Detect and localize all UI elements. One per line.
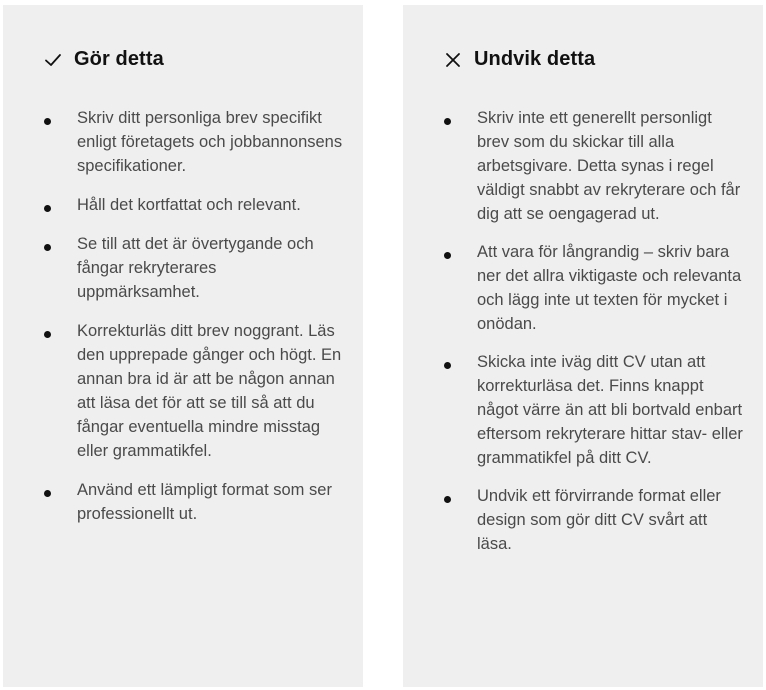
dont-list [443, 106, 743, 570]
do-panel-title: Gör detta [74, 48, 164, 70]
bullet-icon [444, 118, 451, 125]
bullet-icon [44, 205, 51, 212]
bullet-icon [44, 118, 51, 125]
list-item-text: Undvik ett förvirrande format eller design som gör ditt CV svårt att läsa. [477, 487, 721, 553]
do-panel [3, 5, 363, 687]
bullet-icon [444, 496, 451, 503]
check-icon [43, 50, 63, 70]
list-item [43, 478, 343, 526]
list-item [443, 240, 743, 336]
list-item-text: Se till att det är övertygande och fångar rekryterares uppmärksamhet. [77, 235, 314, 301]
list-item-text: Skriv inte ett generellt personligt brev som du skickar till alla arbetsgivare. Detta synas i regel väldigt snabbt av rekryterare och får dig att se oengagerad ut. [477, 109, 741, 223]
list-item-text: Skicka inte iväg ditt CV utan att korrekturläsa det. Finns knappt något värre än att bli bortvald enbart eftersom rekryterare hittar stav- eller grammatikfel på ditt CV. [477, 353, 743, 467]
list-item [43, 106, 343, 178]
bullet-icon [44, 490, 51, 497]
bullet-icon [44, 244, 51, 251]
list-item [43, 319, 343, 463]
list-item [43, 193, 343, 217]
dont-panel-title: Undvik detta [474, 48, 596, 70]
close-icon [443, 50, 463, 70]
do-list [43, 106, 343, 541]
dont-panel-header [443, 48, 595, 71]
list-item [443, 106, 743, 226]
list-item [443, 484, 743, 556]
bullet-icon [44, 331, 51, 338]
bullet-icon [444, 252, 451, 259]
list-item-text: Att vara för långrandig – skriv bara ner det allra viktigaste och relevanta och lägg inte ut texten för mycket i onödan. [477, 243, 742, 333]
list-item-text: Korrekturläs ditt brev noggrant. Läs den upprepade gånger och högt. En annan bra id är att be någon annan att läsa det för att se till så att du fångar eventuella mindre misstag eller grammatikfel. [77, 322, 342, 460]
do-panel-header [43, 48, 164, 71]
bullet-icon [444, 362, 451, 369]
dont-panel [403, 5, 763, 687]
list-item [443, 350, 743, 470]
list-item-text: Använd ett lämpligt format som ser professionellt ut. [77, 481, 332, 523]
list-item-text: Skriv ditt personliga brev specifikt enligt företagets och jobbannonsens specifikationer. [77, 109, 343, 175]
list-item-text: Håll det kortfattat och relevant. [77, 196, 301, 214]
list-item [43, 232, 343, 304]
